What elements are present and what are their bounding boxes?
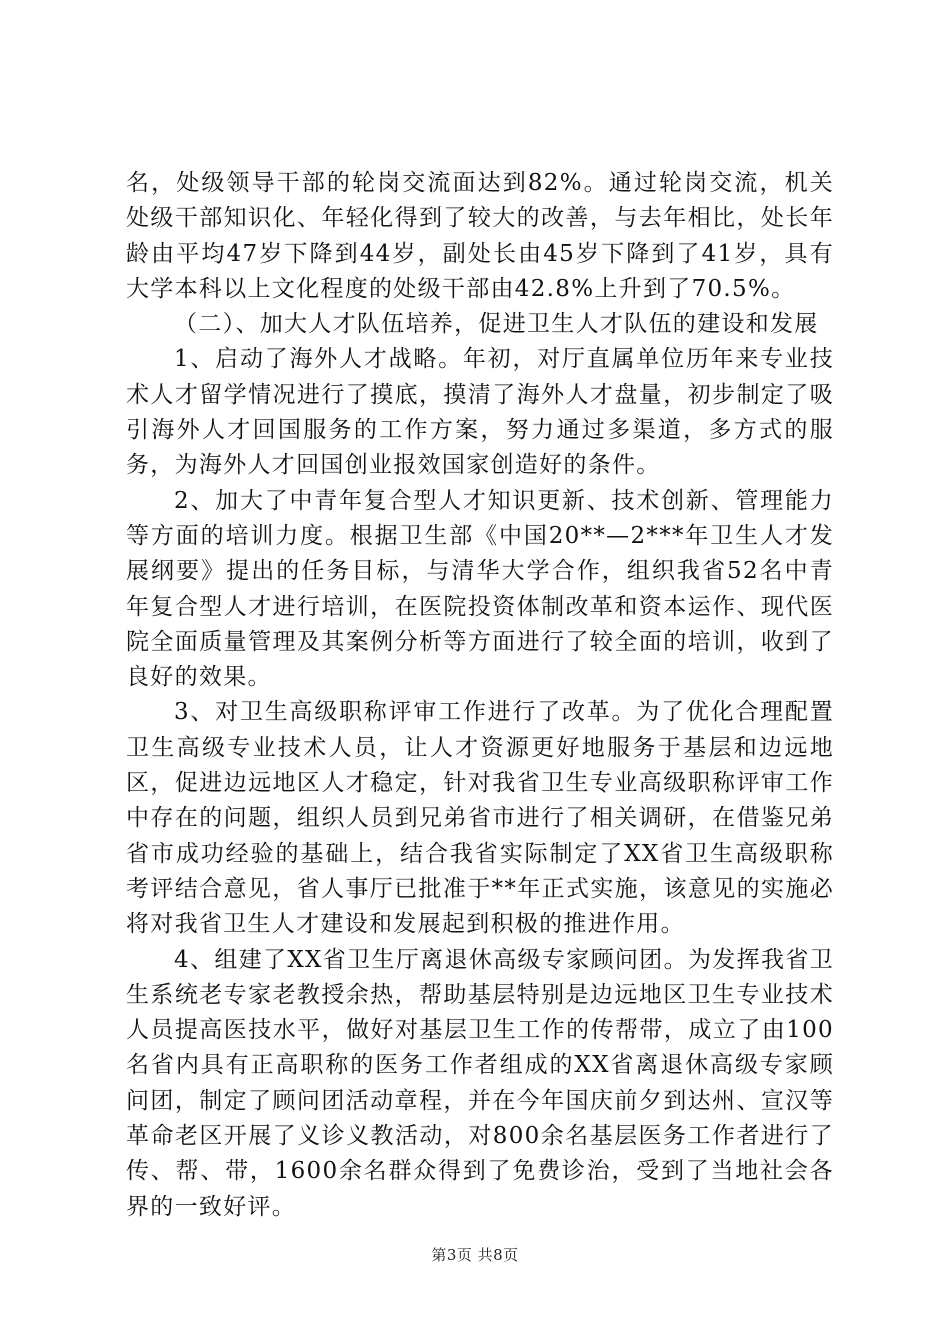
- paragraph-cadre-rotation: 名，处级领导干部的轮岗交流面达到82%。通过轮岗交流，机关处级干部知识化、年轻化得到了较大的改善，与去年相比，处长年龄由平均47岁下降到44岁，副处长由45岁下降到了41岁，具有大学本科以上文化程度的处级干部由42.8%上升到了70.5%。: [126, 170, 834, 302]
- paragraph-title-review-reform: 3、对卫生高级职称评审工作进行了改革。为了优化合理配置卫生高级专业技术人员，让人才资源更好地服务于基层和边远地区，促进边远地区人才稳定，针对我省卫生专业高级职称评审工作中存在的问题，组织人员到兄弟省市进行了相关调研，在借鉴兄弟省市成功经验的基础上，结合我省实际制定了XX省卫生高级职称考评结合意见，省人事厅已批准于**年正式实施，该意见的实施必将对我省卫生人才建设和发展起到积极的推进作用。: [126, 699, 834, 938]
- section-heading-talent-training: （二）、加大人才队伍培养，促进卫生人才队伍的建设和发展: [174, 311, 819, 338]
- paragraph-expert-advisory-group: 4、组建了XX省卫生厅离退休高级专家顾问团。为发挥我省卫生系统老专家老教授余热，帮助基层特别是边远地区卫生专业技术人员提高医技水平，做好对基层卫生工作的传帮带，成立了由100名省内具有正高职称的医务工作者组成的XX省离退休高级专家顾问团，制定了顾问团活动章程，并在今年国庆前夕到达州、宣汉等革命老区开展了义诊义教活动，对800余名基层医务工作者进行了传、帮、带，1600余名群众得到了免费诊治，受到了当地社会各界的一致好评。: [126, 946, 834, 1220]
- paragraph-overseas-talent: 1、启动了海外人才战略。年初，对厅直属单位历年来专业技术人才留学情况进行了摸底，摸清了海外人才盘量，初步制定了吸引海外人才回国服务的工作方案，努力通过多渠道，多方式的服务，为海外人才回国创业报效国家创造好的条件。: [126, 346, 834, 479]
- page-number-footer: 第3页 共8页: [431, 1246, 519, 1264]
- paragraph-youth-training: 2、加大了中青年复合型人才知识更新、技术创新、管理能力等方面的培训力度。根据卫生部《中国20**—2***年卫生人才发展纲要》提出的任务目标，与清华大学合作，组织我省52名中青年复合型人才进行培训，在医院投资体制改革和资本运作、现代医院全面质量管理及其案例分析等方面进行了较全面的培训，收到了良好的效果。: [126, 487, 834, 691]
- document-body: [126, 166, 834, 1225]
